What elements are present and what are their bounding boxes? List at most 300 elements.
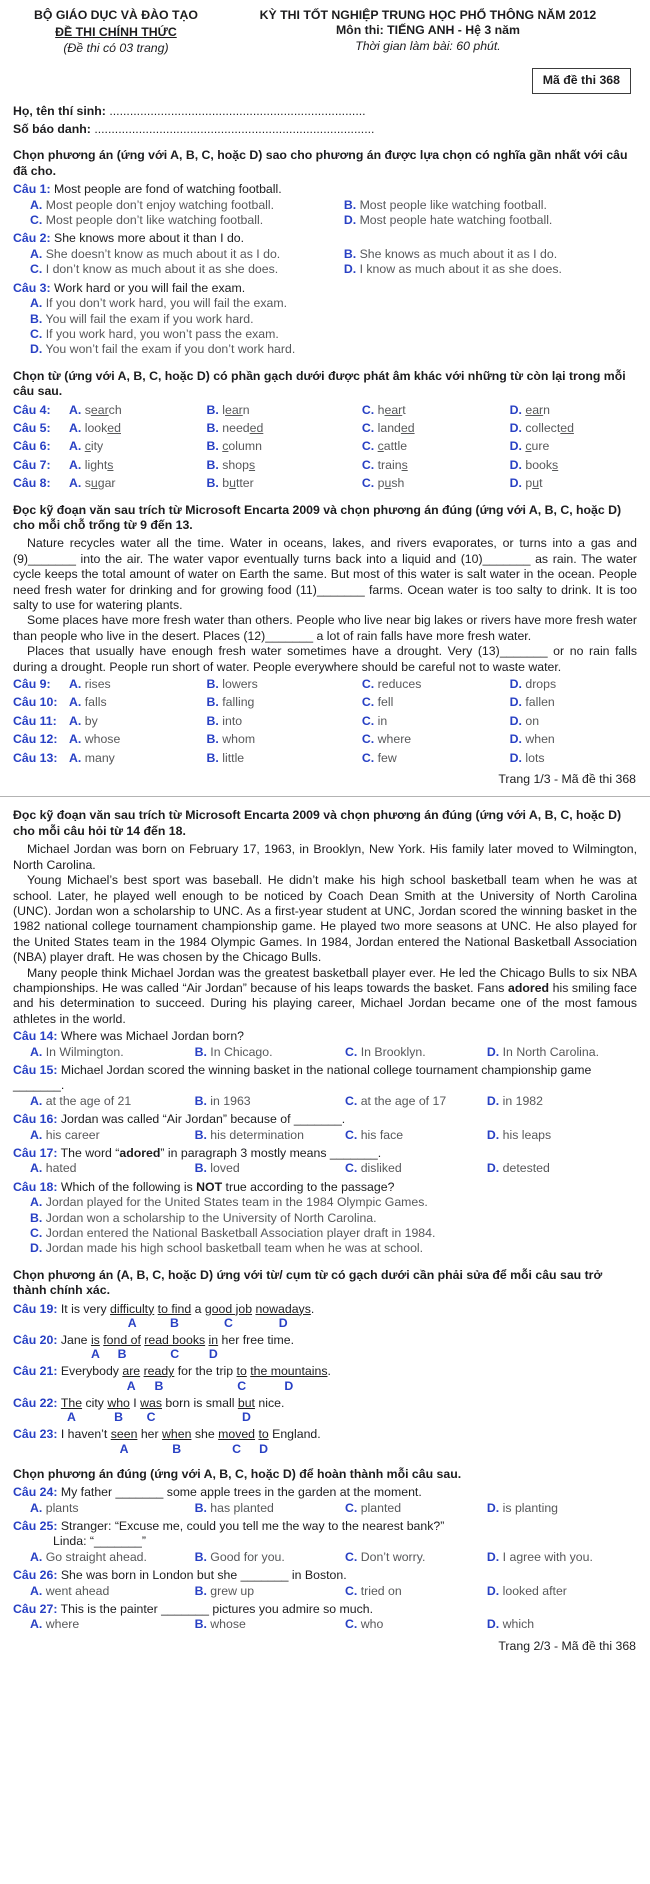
marker-letter-B: B: [117, 1347, 127, 1362]
underlined-phrase: moved: [218, 1427, 256, 1442]
option-C: [362, 476, 510, 491]
question-number: Câu 11:: [13, 713, 57, 728]
option-C: [345, 1617, 481, 1632]
question-stem: Most people are fond of watching football.: [50, 182, 282, 197]
question-stem: She knows more about it than I do.: [50, 231, 245, 246]
option-letter: D.: [509, 439, 522, 454]
underlined-phrase: when: [162, 1427, 192, 1442]
reading-passage: [13, 536, 637, 675]
option-letter: B.: [194, 1044, 207, 1059]
option-text: She doesn’t know as much about it as I do.: [45, 246, 281, 261]
marker-letter-A: A: [119, 1441, 129, 1456]
question-stem-line2: Linda: “_______”: [53, 1534, 146, 1549]
option-C: [345, 1501, 481, 1516]
option-letter: A.: [30, 296, 43, 311]
option-A: [30, 1617, 189, 1632]
option-D: [487, 1501, 637, 1516]
option-A: [30, 296, 637, 311]
question-number: Câu 7:: [13, 457, 51, 472]
option-B: [195, 1617, 339, 1632]
option-text: In Wilmington.: [45, 1044, 124, 1059]
candidate-id-dotted-line: ..................................................................................: [94, 122, 375, 137]
option-letter: C.: [361, 677, 375, 692]
option-B: [30, 1211, 637, 1226]
section-instruction: Đọc kỹ đoạn văn sau trích từ Microsoft Encarta 2009 và chọn phương án đúng (ứng với A, B, C, hoặc D) cho mỗi chỗ trống từ 9 đến 13.: [13, 502, 622, 532]
option-letter: C.: [361, 695, 375, 710]
question-number: Câu 24:: [13, 1485, 58, 1500]
error-segment-A: [110, 1302, 154, 1330]
candidate-name-dotted-line: ...........................................................................: [109, 103, 366, 118]
underlined-phrase: good job: [204, 1301, 253, 1316]
marker-letter-C: C: [146, 1410, 156, 1425]
option-text: collected: [525, 420, 574, 435]
error-segment-A: [91, 1333, 100, 1361]
option-letter: D.: [486, 1127, 500, 1142]
option-B: [344, 247, 637, 262]
option-letter: A.: [30, 1583, 43, 1598]
option-B: [207, 403, 362, 418]
option-letter: B.: [206, 750, 219, 765]
option-text: many: [84, 750, 115, 765]
option-letter: D.: [486, 1583, 500, 1598]
option-D: [510, 403, 637, 418]
option-A: [69, 439, 207, 454]
option-text: reduces: [377, 677, 422, 692]
options: [13, 1550, 637, 1565]
marker-letter-A: A: [126, 1378, 136, 1393]
underlined-phrase: to: [236, 1364, 247, 1379]
option-text: which: [502, 1617, 535, 1632]
option-letter: B.: [206, 420, 219, 435]
question-17: [13, 1146, 637, 1177]
underlined-phrase: read books: [144, 1333, 206, 1348]
option-letter: C.: [361, 476, 375, 491]
option-text: Jordan won a scholarship to the University of North Carolina.: [45, 1210, 377, 1225]
candidate-id-label: Số báo danh:: [13, 122, 91, 137]
option-letter: C.: [361, 750, 375, 765]
options: [13, 296, 637, 358]
options: [13, 1128, 637, 1143]
option-letter: D.: [509, 750, 522, 765]
option-letter: D.: [343, 262, 357, 277]
exam-subject: Môn thi: TIẾNG ANH - Hệ 3 năm: [335, 23, 520, 38]
option-text: is planting: [502, 1500, 559, 1515]
options: [13, 1501, 637, 1516]
page-footer: Trang 1/3 - Mã đề thi 368: [498, 772, 636, 787]
option-letter: D.: [343, 213, 357, 228]
marker-letter-C: C: [170, 1347, 180, 1362]
option-B: [195, 1584, 339, 1599]
question-number: Câu 17:: [13, 1146, 58, 1160]
option-text: drops: [525, 677, 557, 692]
question-9: [13, 677, 637, 692]
error-segment-C: [140, 1396, 162, 1424]
options: [13, 1045, 637, 1060]
option-text: books: [525, 457, 559, 472]
error-segment-D: [209, 1333, 219, 1361]
option-letter: D.: [509, 695, 522, 710]
question-number: Câu 19:: [13, 1301, 58, 1316]
question-3: [13, 281, 637, 358]
option-letter: D.: [509, 476, 522, 491]
error-segment-B: [158, 1302, 192, 1330]
option-text: lots: [525, 750, 545, 765]
option-letter: C.: [344, 1044, 358, 1059]
option-letter: B.: [206, 402, 219, 417]
option-B: [195, 1094, 339, 1109]
question-number: Câu 1:: [13, 182, 51, 197]
question-number: Câu 8:: [13, 476, 51, 491]
question-row: [13, 751, 637, 766]
option-B: [195, 1045, 339, 1060]
passage-paragraph: Many people think Michael Jordan was the greatest basketball player ever. He led the Chicago Bulls to six NBA championships. He was called “Air Jordan” because of his leaps towards the basket. Fans adored his smiling face and his determination to succeed. During his playing career, Michael Jordan became one of the most famous athletes in the world.: [13, 965, 638, 1026]
question-number: Câu 13:: [13, 750, 58, 765]
options: [13, 1161, 637, 1176]
option-letter: A.: [69, 402, 82, 417]
option-letter: A.: [69, 695, 82, 710]
option-text: Most people don’t like watching football.: [45, 213, 264, 228]
question-20: Câu 20: Jane $\frac{is}{A}$ fond of B read books C $\frac{in}{D}$ her free time.: [13, 1333, 294, 1362]
option-letter: C.: [344, 1617, 358, 1632]
option-B: [207, 714, 362, 729]
question-number: Câu 26:: [13, 1568, 58, 1583]
option-D: [487, 1617, 637, 1632]
question-number: Câu 16:: [13, 1112, 58, 1127]
question-number: Câu 6:: [13, 439, 51, 454]
question-19: Câu 19: It is very difficulty A to find B a good job C nowadays D .: [13, 1301, 315, 1331]
option-B: [207, 732, 362, 747]
option-text: In North Carolina.: [502, 1044, 600, 1059]
passage-paragraph: Young Michael’s best sport was baseball. He didn’t make his high school basketball team when he was at school. Later, he played well enough to be noticed by Coach Dean Smith at the University of North Carolina (UNC). Jordan won a scholarship to UNC. As a first-year student at UNC, Jordan scored the winning basket in the 1982 national college tournament championship game. He played two more seasons at UNC. He also played for the United States team in the 1984 Olympic Games. In 1984, Jordan entered the National Basketball Association (NBA) player draft. He was chosen by the Chicago Bulls.: [13, 873, 637, 965]
option-B: [207, 421, 362, 436]
option-C: [362, 677, 510, 692]
option-text: little: [222, 750, 245, 765]
option-text: falls: [84, 695, 107, 710]
question-24: [13, 1485, 637, 1516]
option-text: Most people hate watching football.: [359, 213, 553, 228]
passage-paragraph: Places that usually have enough fresh water sometimes have a drought. Very (13)_______ or no rain falls during a drought. People run short of water. People everywhere should be careful not to waste water.: [13, 644, 637, 674]
option-text: Jordan entered the National Basketball Association player draft in 1984.: [45, 1226, 436, 1241]
question-number: Câu 10:: [13, 695, 58, 710]
option-letter: D.: [486, 1500, 500, 1515]
option-text: fell: [377, 695, 394, 710]
option-D: [510, 751, 637, 766]
option-D: [344, 262, 637, 277]
option-D: [487, 1128, 637, 1143]
option-text: She knows as much about it as I do.: [359, 246, 558, 261]
option-letter: C.: [30, 1226, 43, 1241]
option-letter: A.: [30, 246, 43, 261]
option-text: planted: [360, 1500, 402, 1515]
underlined-phrase: the mountains: [250, 1364, 328, 1379]
option-letter: A.: [69, 750, 82, 765]
option-text: In Chicago.: [210, 1044, 273, 1059]
underlined-phrase: in: [208, 1333, 219, 1348]
error-segment-C: [218, 1427, 255, 1455]
option-letter: A.: [69, 713, 82, 728]
option-text: lowers: [222, 677, 258, 692]
marker-letter-A: A: [90, 1347, 100, 1362]
option-A: [30, 1550, 189, 1565]
option-letter: A.: [30, 1044, 43, 1059]
option-text: cattle: [377, 439, 408, 454]
option-B: [195, 1501, 339, 1516]
passage-paragraph: Some places have more fresh water than others. People who live near big lakes or rivers have more fresh water than people who live in the desert. Places (12)_______ a lot of rain falls have more fresh water.: [13, 613, 637, 643]
option-text: learn: [222, 402, 250, 417]
option-text: Good for you.: [210, 1549, 285, 1564]
question-number: Câu 15:: [13, 1062, 58, 1077]
option-text: You won’t fail the exam if you don’t work hard.: [45, 342, 296, 357]
question-10: [13, 695, 637, 710]
question-stem: Michael Jordan scored the winning basket in the national college tournament championship game _______.: [13, 1062, 592, 1093]
question-stem: Jordan was called “Air Jordan” because of _______.: [57, 1112, 346, 1127]
underlined-phrase: seen: [110, 1427, 138, 1442]
question-number: Câu 27:: [13, 1601, 58, 1616]
option-text: city: [84, 439, 104, 454]
exam-code-row: [13, 68, 637, 93]
option-letter: C.: [344, 1549, 358, 1564]
option-letter: B.: [206, 713, 219, 728]
option-B: [195, 1550, 339, 1565]
option-letter: B.: [194, 1161, 207, 1176]
option-text: earn: [525, 402, 550, 417]
option-text: fallen: [525, 695, 555, 710]
marker-letter-D: D: [208, 1347, 218, 1362]
option-C: [362, 695, 510, 710]
option-C: [30, 327, 637, 342]
question-number: Câu 12:: [13, 732, 58, 747]
option-A: [30, 1128, 189, 1143]
question-stem: The word “adored” in paragraph 3 mostly means _______.: [57, 1146, 382, 1160]
option-A: [30, 1161, 189, 1176]
option-A: [30, 1195, 637, 1210]
options: [13, 1584, 637, 1599]
option-D: [510, 732, 637, 747]
option-letter: C.: [344, 1127, 358, 1142]
option-A: [30, 247, 338, 262]
option-text: who: [360, 1617, 384, 1632]
option-letter: C.: [344, 1500, 358, 1515]
option-D: [510, 439, 637, 454]
error-segment-D: [255, 1302, 310, 1330]
option-letter: A.: [69, 457, 82, 472]
option-text: I know as much about it as she does.: [359, 262, 562, 277]
option-D: [487, 1161, 637, 1176]
option-C: [345, 1584, 481, 1599]
option-B: [207, 439, 362, 454]
option-letter: A.: [30, 1617, 43, 1632]
option-C: [362, 403, 510, 418]
option-letter: B.: [206, 695, 219, 710]
underlined-phrase: are: [122, 1364, 141, 1379]
option-D: [487, 1550, 637, 1565]
option-letter: B.: [206, 732, 219, 747]
option-text: cure: [525, 439, 550, 454]
question-12: [13, 732, 637, 747]
error-segment-C: [237, 1364, 247, 1392]
option-letter: B.: [194, 1549, 207, 1564]
option-text: went ahead: [45, 1583, 110, 1598]
option-C: [30, 213, 338, 228]
option-B: [30, 312, 637, 327]
question-15: [13, 1063, 637, 1109]
option-letter: B.: [194, 1500, 207, 1515]
question-number: Câu 5:: [13, 420, 51, 435]
option-letter: C.: [30, 262, 43, 277]
exam-duration: Thời gian làm bài: 60 phút.: [355, 38, 501, 53]
option-letter: B.: [206, 677, 219, 692]
question-26: [13, 1568, 637, 1599]
option-text: his determination: [210, 1127, 304, 1142]
option-A: [69, 403, 207, 418]
option-letter: B.: [343, 246, 357, 261]
underlined-phrase: The: [60, 1395, 83, 1410]
error-segment-D: [250, 1364, 327, 1392]
option-text: has planted: [210, 1500, 274, 1515]
option-text: Jordan played for the United States team in the 1984 Olympic Games.: [45, 1195, 428, 1210]
question-1: [13, 182, 637, 228]
section-instruction: Chọn phương án đúng (ứng với A, B, C, hoặc D) để hoàn thành mỗi câu sau.: [13, 1466, 462, 1481]
option-D: [510, 677, 637, 692]
option-letter: D.: [509, 677, 522, 692]
option-C: [345, 1094, 481, 1109]
question-11: [13, 714, 637, 729]
option-letter: B.: [194, 1583, 207, 1598]
option-C: [362, 714, 510, 729]
question-number: Câu 25:: [13, 1518, 58, 1533]
question-16: [13, 1112, 637, 1143]
question-row: [13, 677, 637, 692]
option-D: [510, 476, 637, 491]
exam-title: KỲ THI TỐT NGHIỆP TRUNG HỌC PHỔ THÔNG NĂM 2012: [259, 8, 597, 22]
underlined-phrase: to find: [157, 1301, 192, 1316]
option-letter: A.: [69, 476, 82, 491]
question-number: Câu 9:: [13, 677, 51, 692]
option-text: whose: [84, 732, 121, 747]
option-letter: C.: [344, 1161, 358, 1176]
question-stem: She was born in London but she _______ in Boston.: [57, 1568, 347, 1583]
option-letter: D.: [486, 1617, 500, 1632]
option-letter: C.: [361, 732, 375, 747]
option-text: I agree with you.: [502, 1549, 593, 1564]
option-B: [207, 476, 362, 491]
option-B: [207, 751, 362, 766]
option-text: at the age of 17: [360, 1093, 447, 1108]
option-letter: D.: [486, 1161, 500, 1176]
option-text: when: [525, 732, 555, 747]
marker-letter-A: A: [127, 1316, 137, 1331]
option-text: tried on: [360, 1583, 402, 1598]
question-14: [13, 1029, 637, 1060]
underlined-phrase: fond of: [103, 1333, 141, 1348]
question-18: [13, 1180, 637, 1257]
passage-paragraph: Michael Jordan was born on February 17, 1963, in Brooklyn, New York. His family later moved to Wilmington, North Carolina.: [13, 842, 637, 872]
option-B: [207, 458, 362, 473]
option-text: If you work hard, you won’t pass the exam.: [45, 326, 279, 341]
option-text: You will fail the exam if you work hard.: [45, 311, 254, 326]
underlined-phrase: who: [107, 1395, 130, 1410]
option-B: [207, 677, 362, 692]
pages-note: (Đề thi có 03 trang): [63, 40, 169, 55]
option-A: [69, 751, 207, 766]
option-C: [345, 1128, 481, 1143]
option-D: [510, 714, 637, 729]
question-row: [13, 439, 637, 454]
option-text: hated: [45, 1161, 77, 1176]
option-letter: A.: [69, 420, 82, 435]
option-letter: B.: [343, 197, 357, 212]
question-number: Câu 20:: [13, 1333, 58, 1348]
marker-letter-D: D: [278, 1316, 288, 1331]
section-instruction: Đọc kỹ đoạn văn sau trích từ Microsoft Encarta 2009 và chọn phương án đúng (ứng với A, B, C, hoặc D) cho mỗi câu hỏi từ 14 đến 18.: [13, 808, 622, 838]
marker-letter-D: D: [284, 1378, 294, 1393]
option-text: trains: [377, 457, 408, 472]
error-segment-A: [111, 1427, 138, 1455]
option-letter: B.: [194, 1127, 207, 1142]
marker-letter-C: C: [224, 1316, 233, 1331]
option-text: falling: [222, 695, 255, 710]
options: [13, 1195, 637, 1257]
error-segment-B: [144, 1364, 175, 1392]
question-22: Câu 22: The A city who B I was C born is small but D nice.: [13, 1395, 285, 1425]
option-A: [69, 421, 207, 436]
question-row: [13, 458, 637, 473]
option-letter: D.: [486, 1093, 500, 1108]
marker-letter-C: C: [232, 1441, 242, 1456]
option-text: In Brooklyn.: [360, 1044, 426, 1059]
option-text: at the age of 21: [45, 1093, 132, 1108]
question-number: Câu 18:: [13, 1179, 58, 1194]
passage-paragraph: Nature recycles water all the time. Water in oceans, lakes, and rivers evaporates, or turns into a gas and (9)_______ into the air. The water vapor eventually turns back into a liquid and (10)_______ as rain. The water cycle keeps the total amount of water on Earth the same. But most of this water is salt water in the ocean. People need fresh water for drinking and for growing food (11)_______ farms. Ocean water is too salty to drink. It is too salty to use for watering plants.: [13, 536, 637, 612]
option-text: Jordan made his high school basketball team when he was at school.: [45, 1241, 424, 1256]
error-segment-B: [162, 1427, 191, 1455]
error-segment-B: [103, 1333, 141, 1361]
marker-letter-B: B: [172, 1441, 182, 1456]
header-right-block: [219, 8, 637, 54]
marker-letter-B: B: [114, 1410, 124, 1425]
error-segment-A: [122, 1364, 140, 1392]
question-stem: Where was Michael Jordan born?: [57, 1029, 245, 1044]
error-segment-D: [238, 1396, 255, 1424]
option-C: [362, 421, 510, 436]
question-stem: Which of the following is NOT true according to the passage?: [57, 1179, 395, 1194]
option-letter: A.: [30, 1127, 43, 1142]
option-D: [510, 421, 637, 436]
option-D: [30, 1241, 637, 1256]
option-A: [30, 1094, 189, 1109]
ministry-name: BỘ GIÁO DỤC VÀ ĐÀO TẠO: [33, 8, 198, 22]
option-letter: B.: [194, 1617, 207, 1632]
option-B: [195, 1161, 339, 1176]
option-letter: B.: [206, 457, 219, 472]
question-4: [13, 403, 637, 418]
question-row: [13, 714, 637, 729]
option-text: detested: [502, 1161, 550, 1176]
option-text: rises: [84, 677, 111, 692]
option-text: heart: [377, 402, 406, 417]
option-A: [30, 198, 338, 213]
question-number: Câu 23:: [13, 1427, 58, 1442]
option-letter: B.: [30, 1210, 43, 1225]
option-letter: A.: [30, 1093, 43, 1108]
option-letter: B.: [206, 439, 219, 454]
option-letter: A.: [30, 1549, 43, 1564]
question-13: [13, 751, 637, 766]
section-instruction: Chọn từ (ứng với A, B, C, hoặc D) có phần gạch dưới được phát âm khác với những từ còn lại trong mỗi câu sau.: [13, 368, 626, 399]
option-text: landed: [377, 420, 415, 435]
option-letter: A.: [69, 439, 82, 454]
option-text: Don’t worry.: [360, 1549, 426, 1564]
